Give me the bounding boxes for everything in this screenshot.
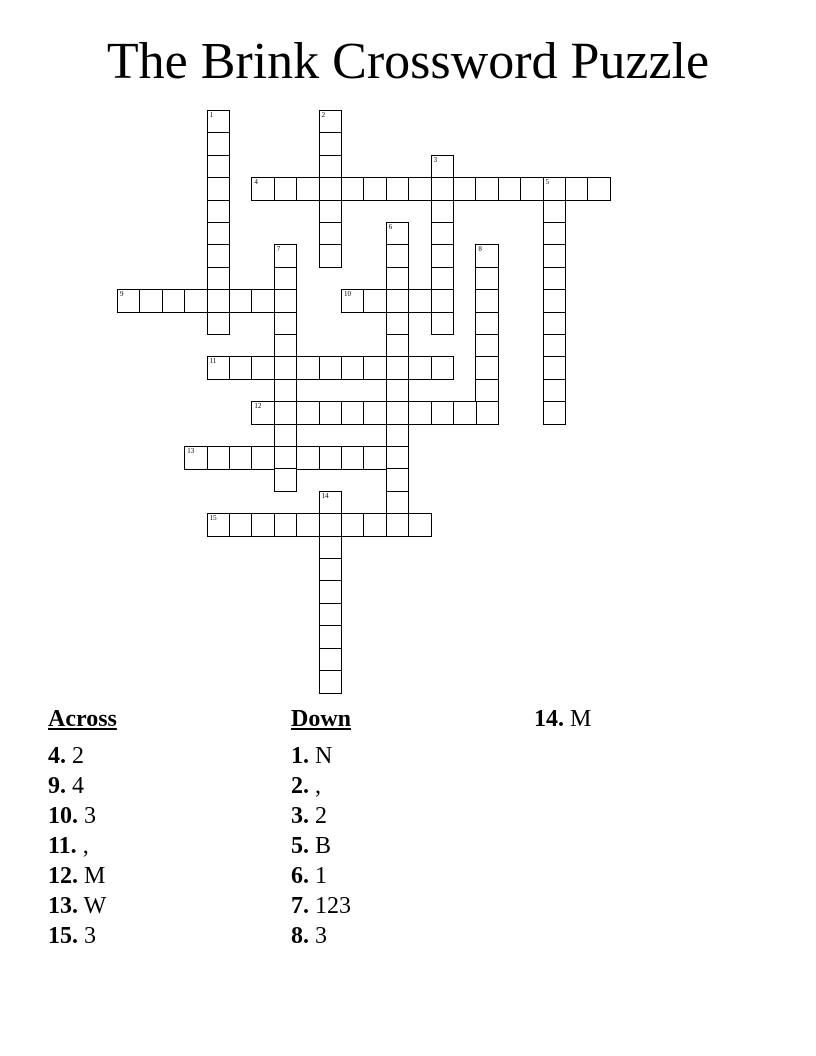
crossword-cell[interactable] <box>207 132 231 156</box>
crossword-cell[interactable] <box>274 513 298 537</box>
crossword-cell[interactable] <box>453 177 477 201</box>
crossword-cell[interactable] <box>386 334 410 358</box>
crossword-cell[interactable] <box>543 401 567 425</box>
clue-number: 14. <box>534 706 564 732</box>
crossword-cell[interactable] <box>386 468 410 492</box>
across-clues <box>48 705 288 951</box>
crossword-cell[interactable] <box>475 244 499 268</box>
clue-number: 13. <box>48 893 78 919</box>
crossword-cell[interactable] <box>296 401 320 425</box>
crossword-cell[interactable] <box>475 334 499 358</box>
crossword-cell[interactable] <box>543 334 567 358</box>
crossword-cell[interactable] <box>229 289 253 313</box>
crossword-cell[interactable] <box>408 356 432 380</box>
crossword-cell[interactable] <box>319 558 343 582</box>
crossword-cell[interactable] <box>274 356 298 380</box>
crossword-cell[interactable] <box>319 244 343 268</box>
cell-number: 1 <box>209 111 214 119</box>
crossword-cell[interactable] <box>363 356 387 380</box>
crossword-cell[interactable] <box>274 289 298 313</box>
crossword-cell[interactable] <box>386 513 410 537</box>
crossword-cell[interactable] <box>296 356 320 380</box>
crossword-cell[interactable] <box>207 289 231 313</box>
down-heading: Down <box>291 706 352 732</box>
crossword-cell[interactable] <box>543 222 567 246</box>
crossword-cell[interactable] <box>274 468 298 492</box>
cell-number: 15 <box>209 514 217 523</box>
crossword-cell[interactable] <box>431 356 455 380</box>
crossword-cell[interactable] <box>431 155 455 179</box>
clue-text: 4 <box>66 773 84 799</box>
crossword-cell[interactable] <box>543 379 567 403</box>
cell-number: 12 <box>254 402 262 411</box>
crossword-cell[interactable] <box>363 289 387 313</box>
clue-text: W <box>78 893 107 919</box>
crossword-cell[interactable] <box>386 222 410 246</box>
clue-number: 10. <box>48 803 78 829</box>
page-title: The Brink Crossword Puzzle <box>106 33 710 90</box>
clue-item <box>291 921 531 951</box>
crossword-cell[interactable] <box>251 289 275 313</box>
crossword-cell[interactable] <box>274 446 298 470</box>
clue-text: M <box>78 863 106 889</box>
crossword-cell[interactable] <box>408 513 432 537</box>
crossword-cell[interactable] <box>274 334 298 358</box>
crossword-cell[interactable] <box>475 379 499 403</box>
crossword-cell[interactable] <box>319 603 343 627</box>
across-heading: Across <box>48 706 117 732</box>
crossword-cell[interactable] <box>251 177 275 201</box>
crossword-cell[interactable] <box>184 289 208 313</box>
crossword-cell[interactable] <box>319 155 343 179</box>
clue-item <box>291 831 531 861</box>
crossword-cell[interactable] <box>341 401 365 425</box>
clue-text: B <box>309 833 332 859</box>
clue-text: , <box>309 773 321 799</box>
clue-number: 9. <box>48 773 66 799</box>
crossword-cell[interactable] <box>319 580 343 604</box>
crossword-cell[interactable] <box>386 379 410 403</box>
crossword-cell[interactable] <box>431 267 455 291</box>
crossword-cell[interactable] <box>475 356 499 380</box>
crossword-cell[interactable] <box>139 289 163 313</box>
crossword-cell[interactable] <box>408 401 432 425</box>
cell-number: 14 <box>321 491 329 500</box>
crossword-cell[interactable] <box>319 401 343 425</box>
clue-text: 1 <box>309 863 327 889</box>
crossword-cell[interactable] <box>207 177 231 201</box>
clue-number: 4. <box>48 743 66 769</box>
crossword-cell[interactable] <box>386 424 410 448</box>
clue-number: 5. <box>291 833 309 859</box>
cell-number: 7 <box>276 245 281 254</box>
clue-text: 3 <box>78 803 96 829</box>
crossword-cell[interactable] <box>386 312 410 336</box>
crossword-cell[interactable] <box>207 267 231 291</box>
crossword-cell[interactable] <box>341 513 365 537</box>
crossword-cell[interactable] <box>251 513 275 537</box>
clue-number: 8. <box>291 923 309 949</box>
crossword-cell[interactable] <box>386 177 410 201</box>
crossword-cell[interactable] <box>296 513 320 537</box>
crossword-cell[interactable] <box>543 312 567 336</box>
crossword-cell[interactable] <box>207 222 231 246</box>
clue-item <box>48 741 288 771</box>
clue-item <box>48 891 288 921</box>
crossword-cell[interactable] <box>319 110 343 134</box>
crossword-cell[interactable] <box>386 267 410 291</box>
clue-item <box>48 801 288 831</box>
crossword-cell[interactable] <box>565 177 589 201</box>
crossword-cell[interactable] <box>341 356 365 380</box>
crossword-cell[interactable] <box>274 267 298 291</box>
crossword-cell[interactable] <box>319 491 343 515</box>
crossword-cell[interactable] <box>363 446 387 470</box>
clue-number: 11. <box>48 833 77 859</box>
crossword-cell[interactable] <box>319 200 343 224</box>
crossword-cell[interactable] <box>543 289 567 313</box>
crossword-cell[interactable] <box>386 491 410 515</box>
crossword-cell[interactable] <box>363 401 387 425</box>
crossword-cell[interactable] <box>319 177 343 201</box>
crossword-cell[interactable] <box>498 177 522 201</box>
crossword-cell[interactable] <box>431 200 455 224</box>
crossword-cell[interactable] <box>274 244 298 268</box>
crossword-cell[interactable] <box>408 289 432 313</box>
crossword-cell[interactable] <box>207 513 231 537</box>
crossword-cell[interactable] <box>274 312 298 336</box>
crossword-cell[interactable] <box>319 446 343 470</box>
crossword-cell[interactable] <box>274 379 298 403</box>
crossword-cell[interactable] <box>184 446 208 470</box>
crossword-cell[interactable] <box>363 513 387 537</box>
clue-item <box>291 861 531 891</box>
clue-number: 6. <box>291 863 309 889</box>
crossword-cell[interactable] <box>587 177 611 201</box>
clue-number: 12. <box>48 863 78 889</box>
crossword-cell[interactable] <box>229 446 253 470</box>
clue-item <box>291 891 531 921</box>
cell-number: 13 <box>187 447 195 455</box>
crossword-cell[interactable] <box>363 177 387 201</box>
crossword-cell[interactable] <box>319 625 343 649</box>
cell-number: 10 <box>344 290 351 299</box>
down-clues-continued <box>534 704 774 734</box>
crossword-cell[interactable] <box>543 200 567 224</box>
clue-number: 7. <box>291 893 309 919</box>
crossword-cell[interactable] <box>207 446 231 470</box>
crossword-cell[interactable] <box>207 155 231 179</box>
cell-number: 11 <box>209 357 217 366</box>
clue-item <box>291 801 531 831</box>
crossword-cell[interactable] <box>207 244 231 268</box>
crossword-cell[interactable] <box>319 132 343 156</box>
clue-number: 2. <box>291 773 309 799</box>
crossword-cell[interactable] <box>341 177 365 201</box>
crossword-cell[interactable] <box>274 424 298 448</box>
crossword-cell[interactable] <box>475 267 499 291</box>
crossword-cell[interactable] <box>543 177 567 201</box>
crossword-cell[interactable] <box>386 401 410 425</box>
crossword-cell[interactable] <box>431 222 455 246</box>
clue-item <box>48 831 288 861</box>
crossword-cell[interactable] <box>207 110 231 134</box>
cell-number: 8 <box>478 245 482 254</box>
crossword-cell[interactable] <box>453 401 477 425</box>
crossword-cell[interactable] <box>543 267 567 291</box>
crossword-cell[interactable] <box>274 177 298 201</box>
crossword-cell[interactable] <box>319 648 343 672</box>
crossword-cell[interactable] <box>431 289 455 313</box>
cell-number: 5 <box>545 178 550 187</box>
clue-item <box>48 861 288 891</box>
clue-number: 3. <box>291 803 309 829</box>
crossword-cell[interactable] <box>543 356 567 380</box>
clue-text: 2 <box>309 803 327 829</box>
crossword-cell[interactable] <box>520 177 544 201</box>
crossword-cell[interactable] <box>162 289 186 313</box>
crossword-cell[interactable] <box>251 446 275 470</box>
clue-number: 15. <box>48 923 78 949</box>
down-clues <box>291 705 531 951</box>
crossword-cell[interactable] <box>341 289 365 313</box>
crossword-cell[interactable] <box>341 446 365 470</box>
crossword-cell[interactable] <box>207 200 231 224</box>
crossword-cell[interactable] <box>319 222 343 246</box>
crossword-cell[interactable] <box>229 513 253 537</box>
clue-item <box>534 704 774 734</box>
clue-text: N <box>309 743 333 769</box>
cell-number: 3 <box>433 155 438 164</box>
crossword-cell[interactable] <box>543 244 567 268</box>
cell-number: 2 <box>321 111 326 119</box>
crossword-cell[interactable] <box>296 446 320 470</box>
crossword-cell[interactable] <box>117 289 141 313</box>
crossword-cell[interactable] <box>274 401 298 425</box>
clue-item <box>48 771 288 801</box>
crossword-cell[interactable] <box>386 446 410 470</box>
clue-item <box>291 771 531 801</box>
clue-text: 3 <box>78 923 96 949</box>
crossword-cell[interactable] <box>296 177 320 201</box>
clue-item <box>48 921 288 951</box>
crossword-cell[interactable] <box>431 312 455 336</box>
crossword-cell[interactable] <box>207 356 231 380</box>
crossword-cell[interactable] <box>386 289 410 313</box>
crossword-cell[interactable] <box>431 244 455 268</box>
crossword-cell[interactable] <box>431 177 455 201</box>
crossword-cell[interactable] <box>251 401 275 425</box>
crossword-cell[interactable] <box>319 536 343 560</box>
clue-text: M <box>564 706 592 732</box>
crossword-cell[interactable] <box>319 513 343 537</box>
clue-text: 3 <box>309 923 327 949</box>
clue-text: 2 <box>66 743 84 769</box>
crossword-cell[interactable] <box>251 356 275 380</box>
crossword-cell[interactable] <box>319 356 343 380</box>
crossword-cell[interactable] <box>475 177 499 201</box>
crossword-cell[interactable] <box>386 356 410 380</box>
clue-number: 1. <box>291 743 309 769</box>
cell-number: 4 <box>254 178 258 187</box>
crossword-cell[interactable] <box>319 670 343 694</box>
crossword-cell[interactable] <box>408 177 432 201</box>
clue-text: 123 <box>309 893 351 919</box>
clue-item <box>291 741 531 771</box>
crossword-cell[interactable] <box>207 312 231 336</box>
crossword-cell[interactable] <box>229 356 253 380</box>
cell-number: 9 <box>120 290 124 299</box>
clue-text: , <box>76 833 89 859</box>
crossword-cell[interactable] <box>386 244 410 268</box>
crossword-cell[interactable] <box>475 401 499 425</box>
crossword-cell[interactable] <box>475 312 499 336</box>
crossword-cell[interactable] <box>431 401 455 425</box>
crossword-cell[interactable] <box>475 289 499 313</box>
cell-number: 6 <box>388 223 393 231</box>
